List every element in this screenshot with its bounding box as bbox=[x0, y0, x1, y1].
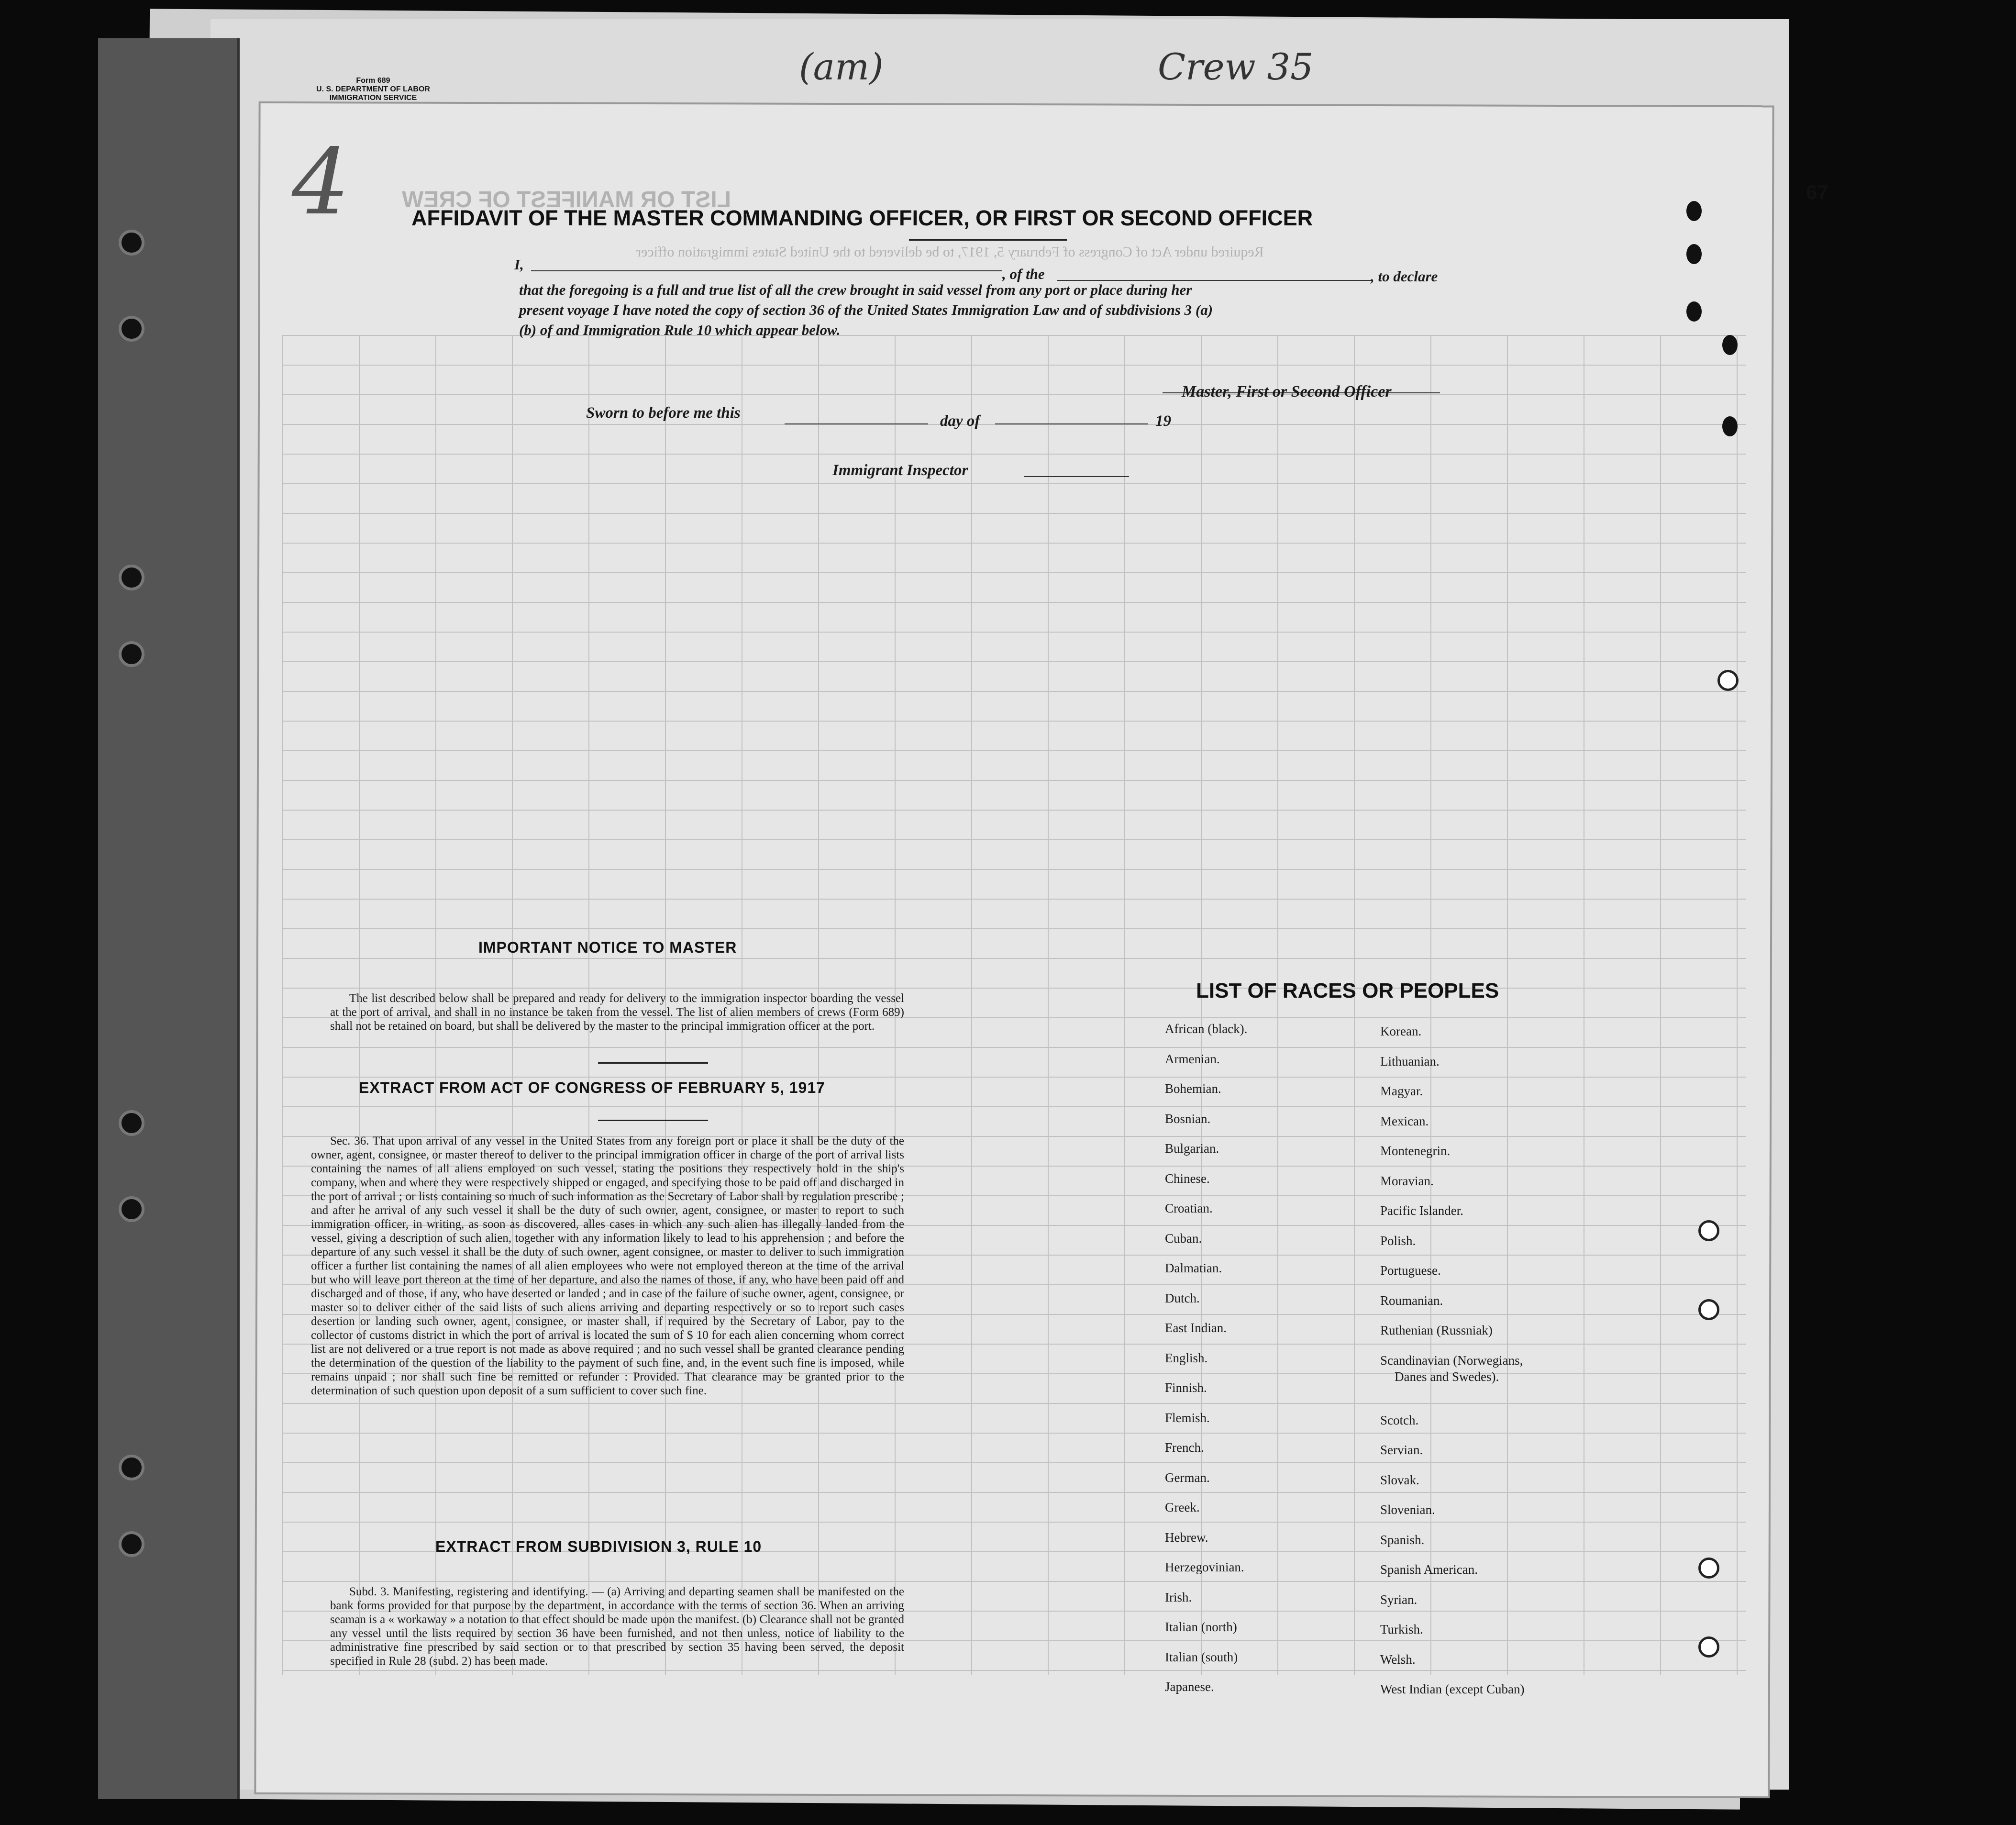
punch-hole-icon bbox=[1686, 201, 1702, 221]
affidavit-line3: present voyage I have noted the copy of section 36 of the United States Immigration Law and of subdivisions 3 (a) bbox=[519, 301, 1213, 318]
handwritten-note-am: (am) bbox=[799, 45, 884, 88]
race-item: English. bbox=[1165, 1350, 1208, 1365]
affidavit-title: AFFIDAVIT OF THE MASTER COMMANDING OFFICER, OR FIRST OR SECOND OFFICER bbox=[411, 206, 1313, 230]
back-form-department: U. S. DEPARTMENT OF LABOR bbox=[316, 85, 430, 93]
extract-act-divider bbox=[598, 1120, 708, 1121]
day-blank-line bbox=[785, 423, 928, 424]
back-form-service: IMMIGRATION SERVICE bbox=[329, 94, 417, 102]
vessel-blank-line bbox=[1057, 280, 1371, 281]
race-item: Dalmatian. bbox=[1165, 1261, 1222, 1275]
race-item: Welsh. bbox=[1380, 1652, 1416, 1667]
affidavit-line2: that the foregoing is a full and true list of all the crew brought in said vessel from any port or place during her bbox=[519, 281, 1192, 298]
affidavit-line4: (b) of and Immigration Rule 10 which appear below. bbox=[519, 322, 841, 338]
race-item: Italian (south) bbox=[1165, 1649, 1238, 1664]
binder-hole-icon bbox=[119, 565, 144, 590]
races-left-column bbox=[1165, 1022, 1375, 1710]
title-underline bbox=[909, 239, 1067, 241]
race-item: Hebrew. bbox=[1165, 1530, 1208, 1545]
page-number: 67 bbox=[1806, 181, 1828, 203]
race-item: German. bbox=[1165, 1470, 1210, 1485]
extract-rule-body: Subd. 3. Manifesting, registering and identifying. — (a) Arriving and departing seamen shall be manifested on the bank forms provided for that purpose by the department, in accordance with the terms of section 36. When an arriving seaman is a « workaway » a notation to that effect should be made upon the manifest. (b) Clearance shall not be granted any vessel until the lists required by section 36 have been furnished, and not then unless, notice of liability to the administrative fine prescribed by said section or to that prescribed by section 35 having been served, the deposit specified in Rule 28 (subd. 2) has been made. bbox=[330, 1585, 904, 1668]
race-item: Magyar. bbox=[1380, 1084, 1423, 1098]
race-item: Polish. bbox=[1380, 1233, 1416, 1248]
race-item: Spanish. bbox=[1380, 1532, 1425, 1547]
ring-hole-icon bbox=[1717, 670, 1739, 691]
year-text: 19 bbox=[1155, 412, 1171, 430]
race-item: Montenegrin. bbox=[1380, 1144, 1451, 1158]
race-item: Turkish. bbox=[1380, 1622, 1423, 1636]
race-item: Mexican. bbox=[1380, 1113, 1429, 1128]
binder-hole-icon bbox=[119, 1196, 144, 1222]
races-right-column bbox=[1380, 1024, 1629, 1712]
race-item: East Indian. bbox=[1165, 1321, 1227, 1335]
signature-label: Master, First or Second Officer bbox=[1182, 383, 1392, 401]
race-item: French. bbox=[1165, 1440, 1204, 1455]
race-item: Servian. bbox=[1380, 1443, 1423, 1457]
notice-title: IMPORTANT NOTICE TO MASTER bbox=[478, 939, 737, 956]
binder-hole-icon bbox=[119, 1455, 144, 1480]
ring-hole-icon bbox=[1698, 1636, 1719, 1658]
affidavit-line1-of: , of the bbox=[1002, 266, 1045, 282]
race-item: Bosnian. bbox=[1165, 1111, 1211, 1126]
race-item: Japanese. bbox=[1165, 1680, 1214, 1694]
notice-divider bbox=[598, 1062, 708, 1064]
binder-hole-icon bbox=[119, 1110, 144, 1136]
punch-hole-icon bbox=[1686, 244, 1702, 264]
punch-hole-icon bbox=[1722, 416, 1738, 436]
race-item: Dutch. bbox=[1165, 1291, 1200, 1305]
back-form-number: Form 689 bbox=[356, 77, 390, 85]
race-item: Finnish. bbox=[1165, 1380, 1207, 1395]
race-item: Cuban. bbox=[1165, 1231, 1202, 1246]
sheet-mark: 4 bbox=[292, 129, 350, 235]
month-blank-line bbox=[995, 423, 1148, 424]
race-item: Ruthenian (Russniak) bbox=[1380, 1323, 1493, 1337]
race-item: Bohemian. bbox=[1165, 1081, 1221, 1096]
race-item: African (black). bbox=[1165, 1022, 1248, 1036]
extract-rule-title: EXTRACT FROM SUBDIVISION 3, RULE 10 bbox=[435, 1538, 762, 1555]
punch-hole-icon bbox=[1686, 301, 1702, 322]
race-item: Scandinavian (Norwegians, bbox=[1380, 1353, 1523, 1368]
binder-hole-icon bbox=[119, 230, 144, 256]
ring-hole-icon bbox=[1698, 1558, 1719, 1579]
extract-act-title: EXTRACT FROM ACT OF CONGRESS OF FEBRUARY 5, 1917 bbox=[359, 1079, 825, 1096]
sworn-text: Sworn to before me this bbox=[586, 404, 741, 422]
race-item: Moravian. bbox=[1380, 1173, 1434, 1188]
day-of-text: day of bbox=[940, 412, 980, 430]
race-item: Slovak. bbox=[1380, 1472, 1419, 1487]
extract-act-body: Sec. 36. That upon arrival of any vessel in the United States from any foreign port or place it shall be the duty of the owner, agent, consignee, or master thereof to deliver to the principal immigration officer in charge of the port of arrival lists containing the names of all aliens employed on such vessel, stating the positions they respectively hold in the ship's company, when and where they were respectively shipped or engaged, and specifying those to be paid off and discharged in the port of arrival ; or lists containing so much of such information as the Secretary of Labor shall by regulation prescribe ; and after he arrival of any such vessel it shall be the duty of such owner, agent, consignee, or master to report to such immigration officer, in writing, as soon as discovered, alles cases in which any such alien has illegally landed from the vessel, giving a description of such alien, together with any information likely to lead to his apprehension ; and before the departure of any such vessel it shall be the duty of such owner, agent consignee, or master to deliver to such immigration officer a further list containing the names of all alien employees who were not employed thereon at the time of the arrival but who will leave port thereon at the time of her departure, and also the names of those, if any, who have been paid off and discharged and of those, if any, who have deserted or landed ; and in case of the failure of suche owner, agent, consignee, or master so to deliver either of the said lists of such aliens arriving and departing respectively or so to report such cases desertion or landing such owner, agent, consignee, or master shall, if required by the Secretary of Labor, pay to the collector of customs district in which the port of arrival is located the sum of $ 10 for each alien concerning whom correct list are not delivered or a true report is not made as above required ; and no such vessel shall be granted clearance pending the determination of the question of the liability to the payment of such fine, and, in the event such fine is imposed, while remains unpaid ; nor shall such fine be remitted or refunder : Provided. That clearance may be granted prior to the determination of such question upon deposit of a sum sufficient to cover such fine. bbox=[311, 1135, 904, 1397]
race-item: Croatian. bbox=[1165, 1201, 1213, 1215]
inspector-blank-line bbox=[1024, 476, 1129, 477]
binder-hole-icon bbox=[119, 316, 144, 342]
handwritten-note-crew: Crew 35 bbox=[1158, 45, 1314, 88]
race-item: Flemish. bbox=[1165, 1410, 1210, 1425]
race-item: Slovenian. bbox=[1380, 1502, 1435, 1517]
race-item: Chinese. bbox=[1165, 1171, 1210, 1186]
race-item: Spanish American. bbox=[1380, 1562, 1478, 1577]
race-item: Greek. bbox=[1165, 1500, 1200, 1514]
notice-body: The list described below shall be prepared and ready for delivery to the immigration inspector boarding the vessel at the port of arrival, and shall in no instance be taken from the vessel. The list of alien members of crews (Form 689) shall not be retained on board, but shall be delivered by the master to the principal immigration officer at the port. bbox=[330, 992, 904, 1033]
race-item: West Indian (except Cuban) bbox=[1380, 1682, 1525, 1696]
punch-hole-icon bbox=[1722, 335, 1738, 355]
race-item: Irish. bbox=[1165, 1590, 1192, 1604]
race-item: Syrian. bbox=[1380, 1592, 1418, 1607]
race-item: Portuguese. bbox=[1380, 1263, 1441, 1278]
ring-hole-icon bbox=[1698, 1299, 1719, 1320]
race-item: Italian (north) bbox=[1165, 1620, 1237, 1634]
binder-hole-icon bbox=[119, 1531, 144, 1557]
race-item: Korean. bbox=[1380, 1024, 1422, 1038]
race-item: Bulgarian. bbox=[1165, 1141, 1219, 1156]
race-item: Herzegovinian. bbox=[1165, 1560, 1244, 1574]
inspector-label: Immigrant Inspector bbox=[832, 462, 968, 479]
race-item: Danes and Swedes). bbox=[1395, 1369, 1499, 1384]
affidavit-line1-start: I, bbox=[514, 256, 524, 273]
ring-hole-icon bbox=[1698, 1220, 1719, 1241]
name-blank-line bbox=[531, 270, 1002, 271]
binder-strip bbox=[98, 38, 240, 1799]
race-item: Armenian. bbox=[1165, 1051, 1220, 1066]
race-item: Scotch. bbox=[1380, 1413, 1419, 1427]
race-item: Pacific Islander. bbox=[1380, 1203, 1463, 1218]
binder-hole-icon bbox=[119, 641, 144, 667]
affidavit-line1-end: , to declare bbox=[1371, 268, 1438, 285]
races-title: LIST OF RACES OR PEOPLES bbox=[1196, 979, 1499, 1002]
race-item: Roumanian. bbox=[1380, 1293, 1443, 1308]
race-item: Lithuanian. bbox=[1380, 1054, 1440, 1068]
